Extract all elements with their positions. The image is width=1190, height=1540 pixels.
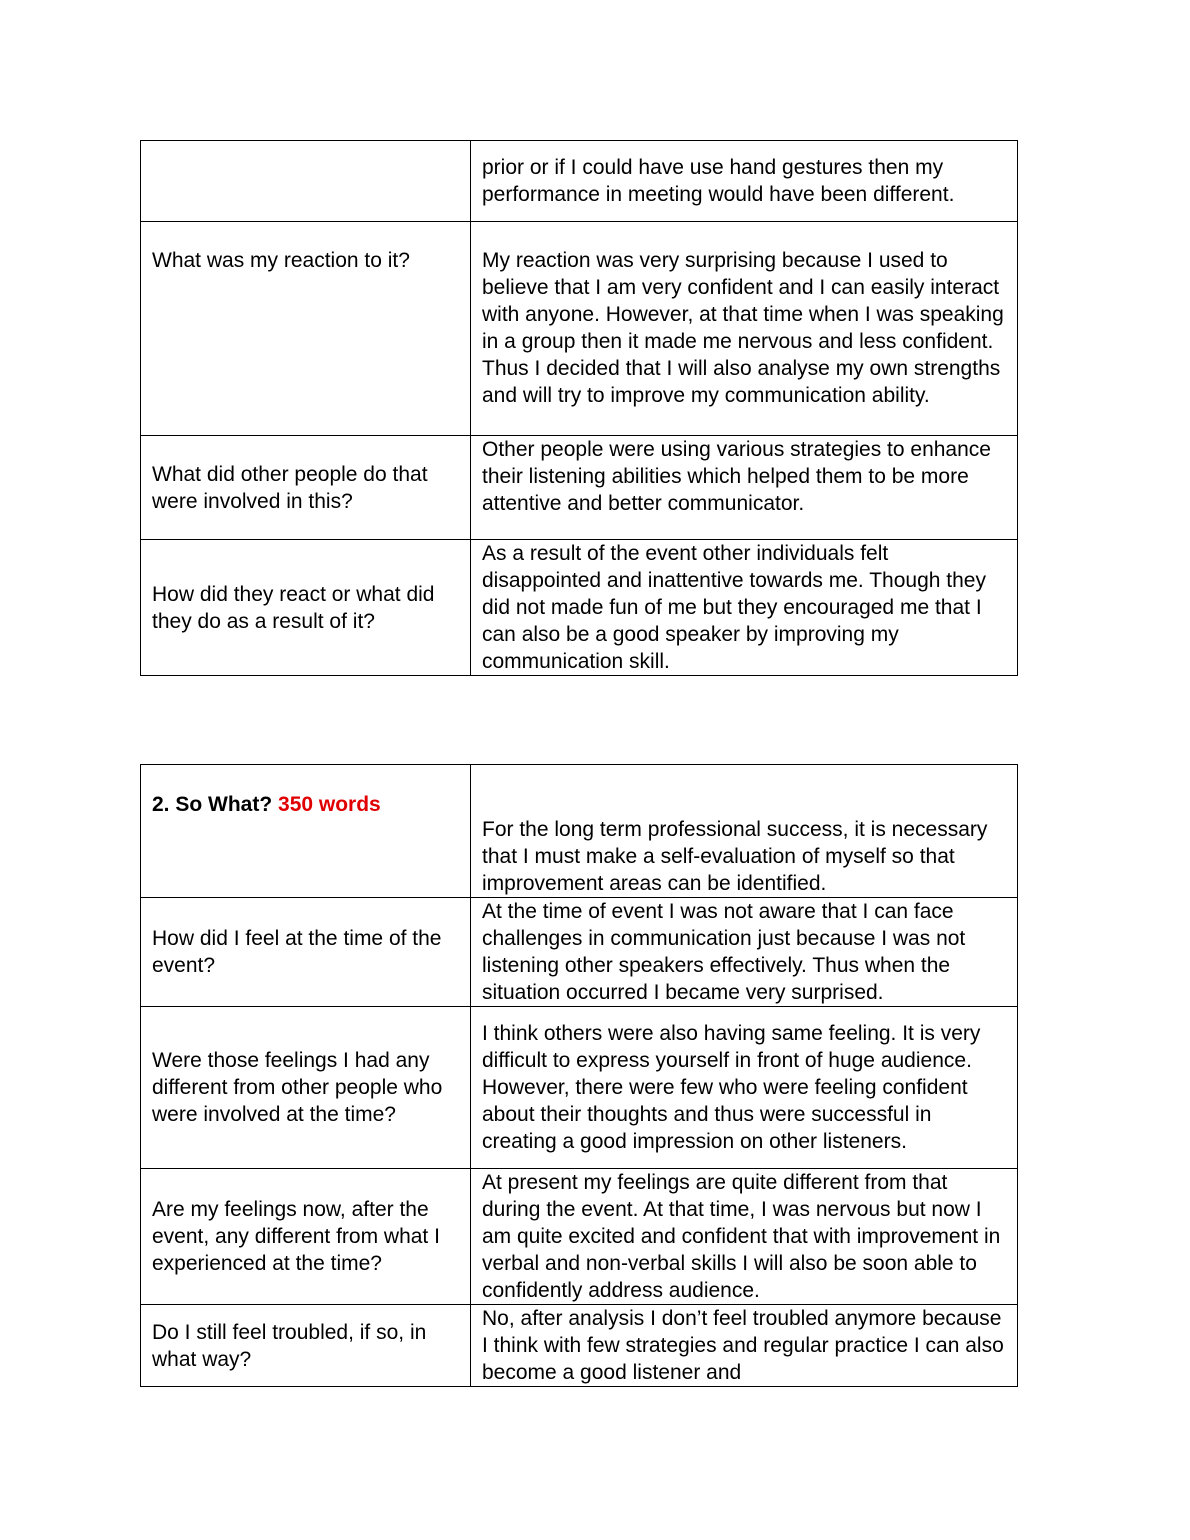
section-heading-cell — [141, 765, 471, 898]
word-limit: 350 words — [278, 793, 381, 816]
answer-cell: I think others were also having same feeling. It is very difficult to express yourself in front of huge audience. However, there were few who were feeling confident about their thoughts and thus were successful in creating a good impression on other listeners. — [471, 1007, 1018, 1169]
question-cell: How did I feel at the time of the event? — [141, 898, 471, 1007]
answer-cell: At the time of event I was not aware that I can face challenges in communication just because I was not listening other speakers effectively. Thus when the situation occurred I became very surprised. — [471, 898, 1018, 1007]
answer-cell: Other people were using various strategies to enhance their listening abilities which helped them to be more attentive and better communicator. — [471, 436, 1018, 540]
answer-cell: For the long term professional success, it is necessary that I must make a self-evaluation of myself so that improvement areas can be identified. — [471, 765, 1018, 898]
question-cell: How did they react or what did they do as a result of it? — [141, 540, 471, 676]
table-row — [141, 141, 1018, 222]
table-row — [141, 436, 1018, 540]
answer-cell: As a result of the event other individuals felt disappointed and inattentive towards me. Though they did not made fun of me but they encouraged me that I can also be a good speaker by improving my communication skill. — [471, 540, 1018, 676]
table-row — [141, 1305, 1018, 1387]
section-heading: 2. So What? — [152, 793, 273, 816]
table-row — [141, 898, 1018, 1007]
so-what-table — [140, 764, 1018, 1387]
table-row — [141, 540, 1018, 676]
table-row — [141, 765, 1018, 898]
table-row — [141, 222, 1018, 436]
question-cell: What was my reaction to it? — [141, 222, 471, 436]
question-cell: Were those feelings I had any different from other people who were involved at the time? — [141, 1007, 471, 1169]
answer-cell: No, after analysis I don’t feel troubled anymore because I think with few strategies and regular practice I can also become a good listener and — [471, 1305, 1018, 1387]
answer-cell: At present my feelings are quite different from that during the event. At that time, I was nervous but now I am quite excited and confident that with improvement in verbal and non-verbal skills I will also be soon able to confidently address audience. — [471, 1169, 1018, 1305]
question-cell — [141, 141, 471, 222]
answer-cell: My reaction was very surprising because I used to believe that I am very confident and I can easily interact with anyone. However, at that time when I was speaking in a group then it made me nervous and less confident. Thus I decided that I will also analyse my own strengths and will try to improve my communication ability. — [471, 222, 1018, 436]
table-row — [141, 1007, 1018, 1169]
question-cell: Do I still feel troubled, if so, in what way? — [141, 1305, 471, 1387]
answer-cell: prior or if I could have use hand gestures then my performance in meeting would have been different. — [471, 141, 1018, 222]
question-cell: Are my feelings now, after the event, any different from what I experienced at the time? — [141, 1169, 471, 1305]
what-happened-table — [140, 140, 1018, 676]
table-row — [141, 1169, 1018, 1305]
question-cell: What did other people do that were involved in this? — [141, 436, 471, 540]
